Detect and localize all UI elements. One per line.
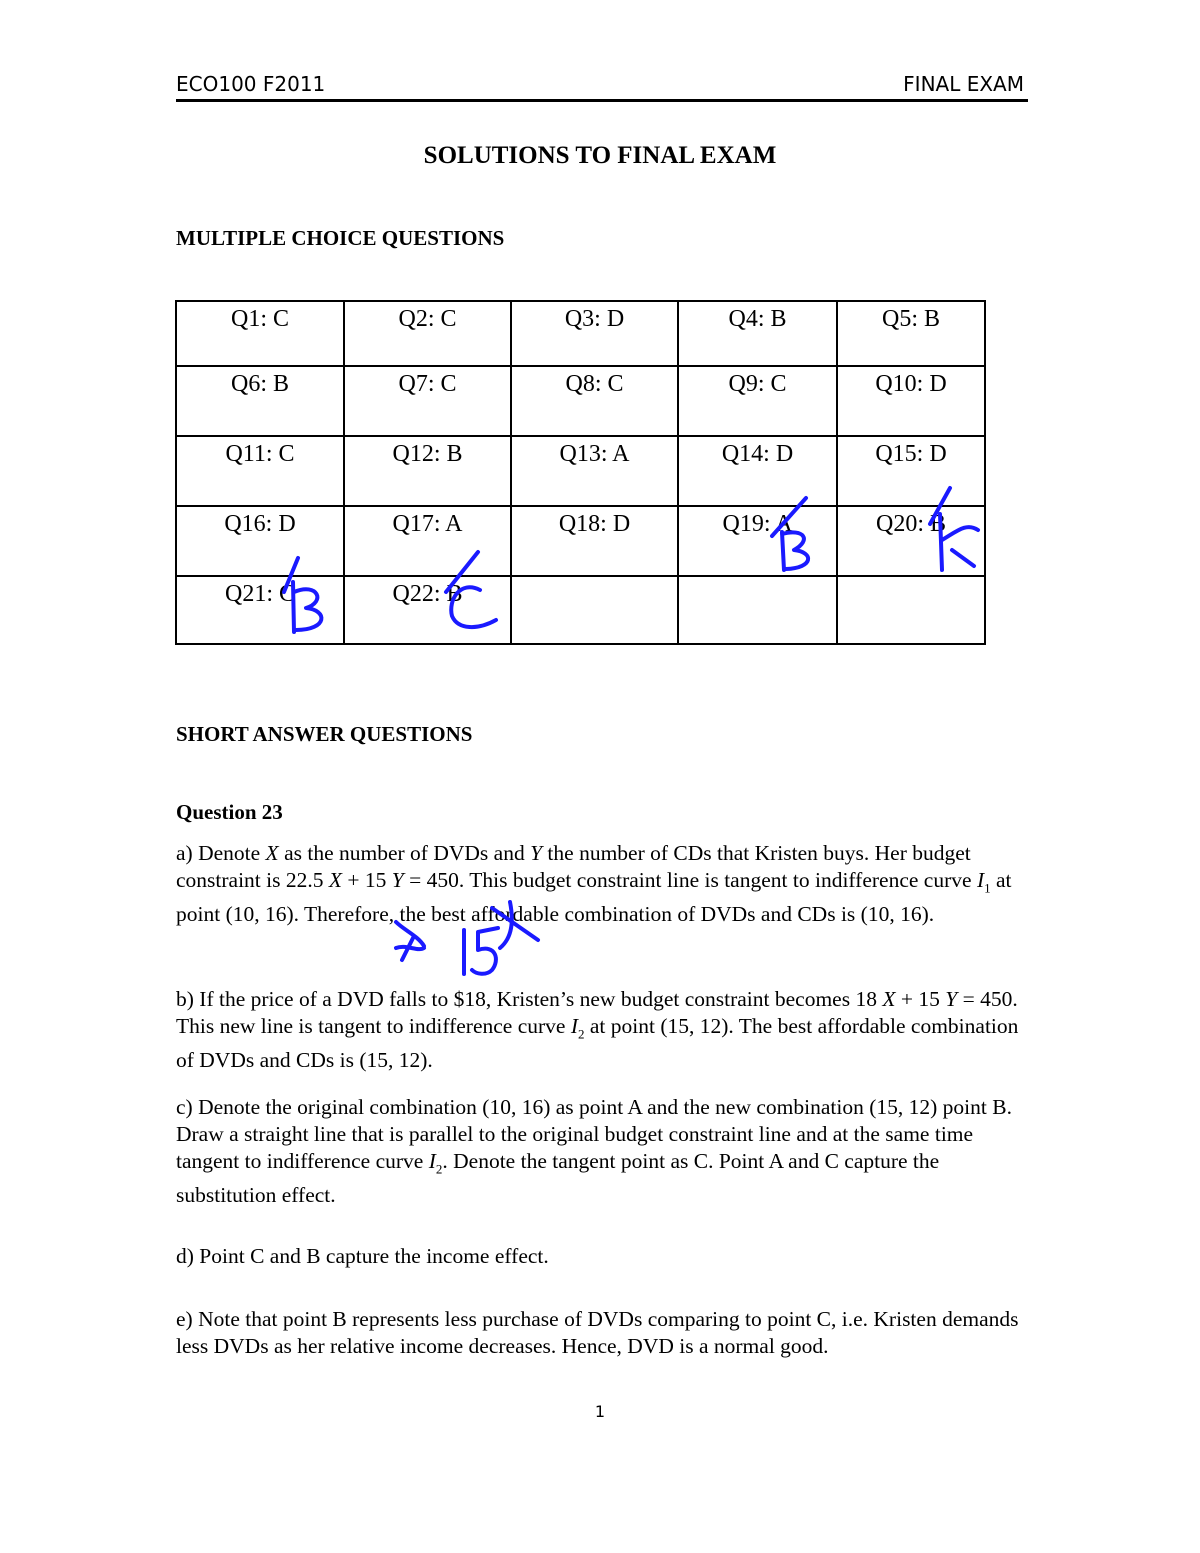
sa-heading: SHORT ANSWER QUESTIONS — [176, 722, 473, 746]
handwritten-letter — [782, 532, 808, 570]
answer-cell: Q15: D — [837, 436, 985, 506]
answer-cell: Q5: B — [837, 301, 985, 366]
answer-cell: Q4: B — [678, 301, 837, 366]
answer-cell: Q7: C — [344, 366, 511, 436]
answer-cell: Q19: A — [678, 506, 837, 576]
answer-cell: Q18: D — [511, 506, 678, 576]
answer-cell: Q13: A — [511, 436, 678, 506]
header-exam: FINAL EXAM — [903, 72, 1024, 96]
answer-cell: Q8: C — [511, 366, 678, 436]
strike-mark — [772, 498, 806, 536]
mc-heading: MULTIPLE CHOICE QUESTIONS — [176, 226, 505, 250]
handwritten-letter — [940, 514, 978, 570]
answer-d: d) Point C and B capture the income effect. — [176, 1244, 549, 1268]
answer-e: e) Note that point B represents less purchase of DVDs comparing to point C, i.e. Kristen demands less DVDs as her relative income decreases. Hence, DVD is a normal good. — [176, 1307, 1019, 1358]
answer-cell: Q22: B — [344, 576, 511, 644]
answer-cell: Q16: D — [176, 506, 344, 576]
answer-cell: Q6: B — [176, 366, 344, 436]
answer-cell: Q21: C — [176, 576, 344, 644]
answer-cell: Q11: C — [176, 436, 344, 506]
answer-c: c) Denote the original combination (10, 16) as point A and the new combination (15, 12) point B. Draw a straight line that is parallel to the original budget constraint line and at the same time tangent to indifference curve $I_2$. Denote the tangent point as C. Point A and C capture the substitution effect. — [176, 1095, 1012, 1208]
header-course: ECO100 F2011 — [176, 72, 326, 96]
answer-a: a) Denote X as the number of DVDs and Y the number of CDs that Kristen buys. Her budget constraint is 22.5 X + 15 Y = 450. This budget constraint line is tangent to indifference curve $I_1$ at point (10, 16). Therefore, the best affordable combination of DVDs and CDs is (10, 16). — [176, 841, 1012, 927]
answer-cell: Q2: C — [344, 301, 511, 366]
page-title: SOLUTIONS TO FINAL EXAM — [423, 142, 777, 169]
answer-cell: Q12: B — [344, 436, 511, 506]
answer-cell: Q17: A — [344, 506, 511, 576]
answer-cell: Q1: C — [176, 301, 344, 366]
handwritten-letter — [293, 582, 321, 632]
answer-cell: Q20: B — [837, 506, 985, 576]
strike-mark — [492, 902, 538, 948]
strike-mark — [396, 922, 424, 960]
strike-mark — [284, 558, 298, 592]
page-number: 1 — [594, 1402, 606, 1421]
handwritten-letter — [451, 587, 496, 627]
answer-cell: Q10: D — [837, 366, 985, 436]
answer-b: b) If the price of a DVD falls to $18, Kristen’s new budget constraint becomes 18 X + 15 Y = 450. This new line is tangent to indifference curve $I_2$ at point (15, 12). The best affordable combination of DVDs and CDs is (15, 12). — [176, 987, 1019, 1073]
question-heading: Question 23 — [176, 800, 283, 824]
answer-cell: Q9: C — [678, 366, 837, 436]
handwritten-digit — [472, 928, 498, 974]
answer-cell: Q14: D — [678, 436, 837, 506]
answer-cell: Q3: D — [511, 301, 678, 366]
